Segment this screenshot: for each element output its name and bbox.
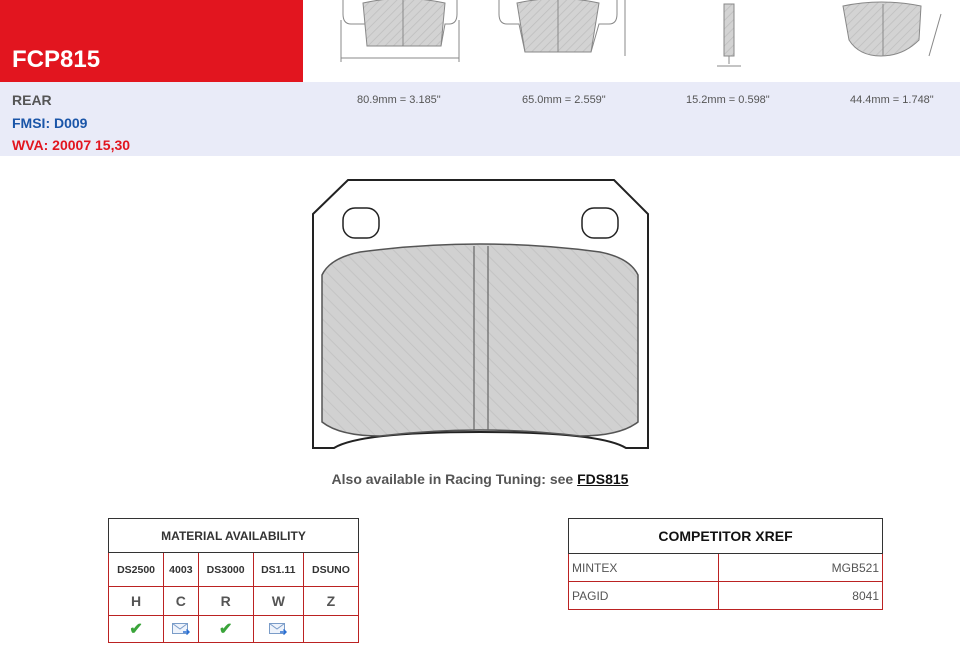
thumb-thickness bbox=[717, 4, 741, 66]
material-code: DS3000 bbox=[198, 553, 253, 587]
checkmark-icon: ✔ bbox=[218, 621, 233, 638]
material-letter: W bbox=[253, 587, 303, 616]
position-label: REAR bbox=[12, 92, 52, 108]
material-code: DS1.11 bbox=[253, 553, 303, 587]
xref-reference: 8041 bbox=[719, 582, 883, 610]
material-letter: R bbox=[198, 587, 253, 616]
competitor-xref-table bbox=[568, 518, 883, 610]
thumb-height bbox=[499, 0, 625, 56]
material-code: DS2500 bbox=[109, 553, 164, 587]
email-enquiry-icon[interactable] bbox=[269, 623, 287, 636]
thumb-width bbox=[341, 0, 459, 62]
dimension-thumbnails bbox=[303, 0, 960, 82]
xref-brand: PAGID bbox=[569, 582, 719, 610]
racing-tuning-link[interactable]: FDS815 bbox=[577, 471, 629, 487]
checkmark-icon: ✔ bbox=[129, 621, 143, 638]
material-availability-title: MATERIAL AVAILABILITY bbox=[109, 519, 359, 553]
material-availability-table bbox=[108, 518, 359, 643]
material-letter: H bbox=[109, 587, 164, 616]
fmsi-label: FMSI: D009 bbox=[12, 115, 88, 131]
dimension-thickness: 15.2mm = 0.598" bbox=[686, 94, 770, 106]
table-row bbox=[569, 554, 883, 582]
material-code: 4003 bbox=[164, 553, 198, 587]
info-band bbox=[0, 82, 960, 156]
material-code: DSUNO bbox=[303, 553, 358, 587]
availability-cell bbox=[198, 616, 253, 643]
dimension-height: 65.0mm = 2.559" bbox=[522, 94, 606, 106]
material-letter: C bbox=[164, 587, 198, 616]
email-enquiry-icon[interactable] bbox=[172, 623, 190, 636]
availability-cell bbox=[109, 616, 164, 643]
racing-tuning-note bbox=[0, 471, 960, 487]
dimension-width: 80.9mm = 3.185" bbox=[357, 94, 441, 106]
dimension-diagonal: 44.4mm = 1.748" bbox=[850, 94, 934, 106]
racing-tuning-text: Also available in Racing Tuning: see bbox=[331, 471, 578, 487]
availability-cell bbox=[303, 616, 358, 643]
material-letter: Z bbox=[303, 587, 358, 616]
xref-brand: MINTEX bbox=[569, 554, 719, 582]
part-code: FCP815 bbox=[12, 46, 101, 73]
wva-label: WVA: 20007 15,30 bbox=[12, 137, 131, 153]
competitor-xref-title: COMPETITOR XREF bbox=[569, 519, 883, 554]
xref-reference: MGB521 bbox=[719, 554, 883, 582]
availability-cell[interactable] bbox=[164, 616, 198, 643]
brake-pad-drawing bbox=[300, 170, 660, 460]
thumb-diagonal bbox=[843, 2, 941, 56]
table-row bbox=[569, 582, 883, 610]
availability-cell[interactable] bbox=[253, 616, 303, 643]
